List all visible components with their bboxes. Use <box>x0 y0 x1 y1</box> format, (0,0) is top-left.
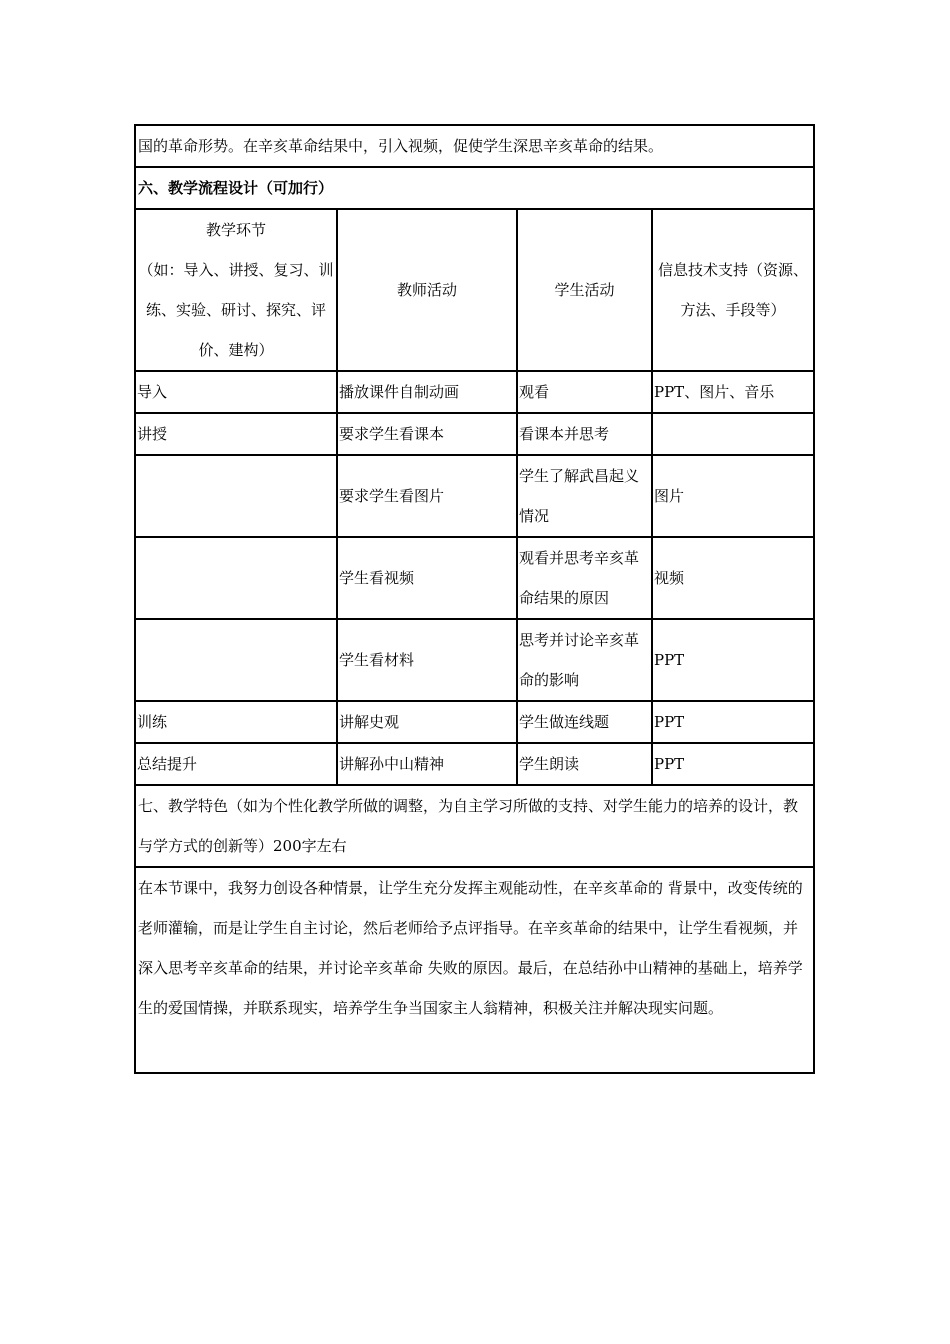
table-row <box>135 413 814 455</box>
lesson-plan-table <box>134 124 815 1074</box>
cell-teacher: 要求学生看课本 <box>337 413 517 455</box>
cell-support: 视频 <box>652 537 814 619</box>
intro-text: 国的革命形势。在辛亥革命结果中，引入视频，促使学生深思辛亥革命的结果。 <box>135 125 814 167</box>
header-student-activity: 学生活动 <box>517 209 652 371</box>
table-row <box>135 743 814 785</box>
cell-teacher: 学生看材料 <box>337 619 517 701</box>
table-row <box>135 619 814 701</box>
table-row <box>135 537 814 619</box>
section6-title: 六、教学流程设计（可加行） <box>135 167 814 209</box>
cell-step <box>135 619 337 701</box>
cell-support: PPT <box>652 743 814 785</box>
cell-teacher: 讲解史观 <box>337 701 517 743</box>
cell-student: 观看并思考辛亥革命结果的原因 <box>517 537 652 619</box>
cell-teacher: 要求学生看图片 <box>337 455 517 537</box>
cell-step: 讲授 <box>135 413 337 455</box>
cell-student: 看课本并思考 <box>517 413 652 455</box>
cell-teacher: 讲解孙中山精神 <box>337 743 517 785</box>
section7-title: 七、教学特色（如为个性化教学所做的调整，为自主学习所做的支持、对学生能力的培养的设计，教与学方式的创新等）200字左右 <box>135 785 814 867</box>
cell-student: 观看 <box>517 371 652 413</box>
cell-support <box>652 413 814 455</box>
section7-title-row <box>135 785 814 867</box>
intro-row <box>135 125 814 167</box>
header-teacher-activity: 教师活动 <box>337 209 517 371</box>
cell-support: PPT <box>652 619 814 701</box>
cell-support: 图片 <box>652 455 814 537</box>
cell-student: 学生朗读 <box>517 743 652 785</box>
table-row <box>135 371 814 413</box>
cell-student: 学生做连线题 <box>517 701 652 743</box>
section7-body-row <box>135 867 814 1073</box>
cell-teacher: 学生看视频 <box>337 537 517 619</box>
section7-body: 在本节课中，我努力创设各种情景，让学生充分发挥主观能动性，在辛亥革命的 背景中，改变传统的老师灌输，而是让学生自主讨论，然后老师给予点评指导。在辛亥革命的结果中，让学生看视频，并深入思考辛亥革命的结果，并讨论辛亥革命 失败的原因。最后，在总结孙中山精神的基础上，培养学生的爱国情操，并联系现实，培养学生争当国家主人翁精神，积极关注并解决现实问题。 <box>135 867 814 1073</box>
cell-teacher: 播放课件自制动画 <box>337 371 517 413</box>
cell-step: 导入 <box>135 371 337 413</box>
lesson-plan-sheet <box>134 124 813 1074</box>
table-row <box>135 455 814 537</box>
cell-support: PPT <box>652 701 814 743</box>
cell-step <box>135 455 337 537</box>
table-header-row <box>135 209 814 371</box>
table-row <box>135 701 814 743</box>
cell-step <box>135 537 337 619</box>
header-teaching-step: 教学环节 （如：导入、讲授、复习、训练、实验、研讨、探究、评价、建构） <box>135 209 337 371</box>
cell-step: 总结提升 <box>135 743 337 785</box>
cell-student: 思考并讨论辛亥革命的影响 <box>517 619 652 701</box>
header-it-support: 信息技术支持（资源、方法、手段等） <box>652 209 814 371</box>
section6-row <box>135 167 814 209</box>
cell-student: 学生了解武昌起义情况 <box>517 455 652 537</box>
cell-step: 训练 <box>135 701 337 743</box>
cell-support: PPT、图片、音乐 <box>652 371 814 413</box>
